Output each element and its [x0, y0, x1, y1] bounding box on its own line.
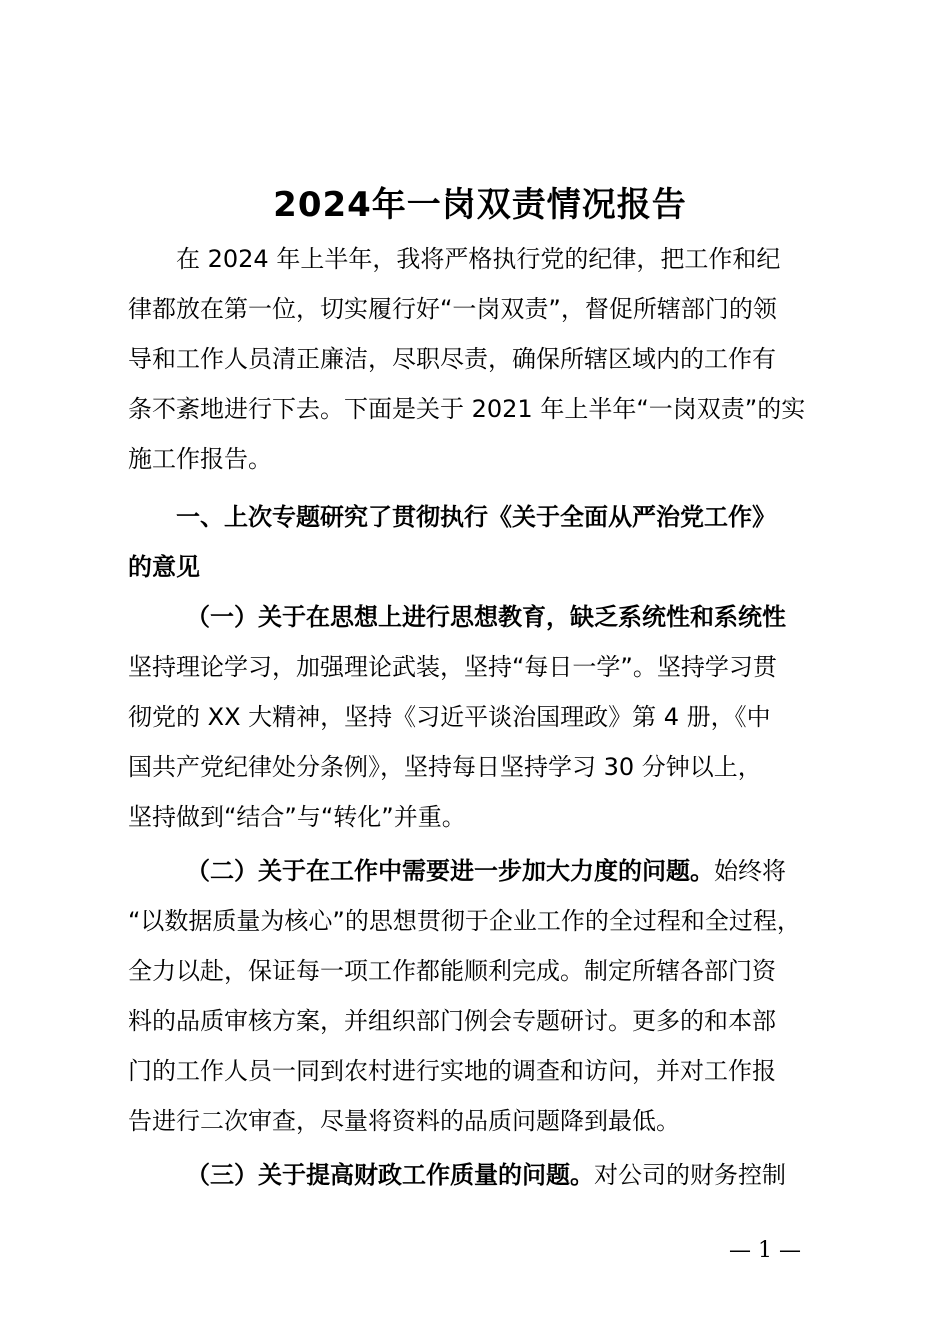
- sub3-heading: （三）关于提高财政工作质量的问题。: [186, 1161, 594, 1189]
- sub1-heading: （一）关于在思想上进行思想教育，缺乏系统性和系统性: [186, 603, 786, 631]
- sub2-line: “以数据质量为核心”的思想贯彻于企业工作的全过程和全过程，: [128, 907, 801, 935]
- sub2-heading: （二）关于在工作中需要进一步加大力度的问题。: [186, 857, 714, 885]
- intro-line: 导和工作人员清正廉洁，尽职尽责，确保所辖区域内的工作有: [128, 345, 776, 373]
- sub2-line: 料的品质审核方案，并组织部门例会专题研讨。更多的和本部: [128, 1007, 776, 1035]
- sub2-paragraph: [128, 846, 843, 1146]
- sub1-line: 坚持做到“结合”与“转化”并重。: [128, 803, 466, 831]
- sub2-heading-tail: 始终将: [714, 857, 786, 885]
- section1-heading-line: 的意见: [128, 553, 200, 581]
- sub1-line: 国共产党纪律处分条例》，坚持每日坚持学习 30 分钟以上，: [128, 753, 762, 781]
- intro-line: 施工作报告。: [128, 445, 272, 473]
- sub2-heading-line: [128, 846, 843, 896]
- sub2-line: 门的工作人员一同到农村进行实地的调查和访问，并对工作报: [128, 1057, 776, 1085]
- sub1-line: 彻党的 XX 大精神，坚持《习近平谈治国理政》第 4 册，《中: [128, 703, 771, 731]
- document-body: [128, 234, 843, 1200]
- section1-heading: [128, 492, 843, 592]
- sub3-heading-line: [128, 1150, 843, 1200]
- sub3-paragraph: [128, 1150, 843, 1200]
- page-number: — 1 —: [729, 1238, 801, 1263]
- sub2-line: 全力以赴，保证每一项工作都能顺利完成。制定所辖各部门资: [128, 957, 776, 985]
- section1-heading-line: 一、上次专题研究了贯彻执行《关于全面从严治党工作》: [176, 503, 776, 531]
- intro-line: 律都放在第一位，切实履行好“一岗双责”，督促所辖部门的领: [128, 295, 777, 323]
- sub3-heading-tail: 对公司的财务控制: [594, 1161, 786, 1189]
- intro-paragraph: [128, 234, 843, 484]
- intro-line: 在 2024 年上半年，我将严格执行党的纪律，把工作和纪: [176, 245, 781, 273]
- intro-line: 条不紊地进行下去。下面是关于 2021 年上半年“一岗双责”的实: [128, 395, 806, 423]
- sub2-line: 告进行二次审查，尽量将资料的品质问题降到最低。: [128, 1107, 680, 1135]
- sub1-paragraph: [128, 592, 843, 842]
- sub1-line: 坚持理论学习，加强理论武装，坚持“每日一学”。坚持学习贯: [128, 653, 777, 681]
- document-title: 2024年一岗双责情况报告: [273, 185, 687, 225]
